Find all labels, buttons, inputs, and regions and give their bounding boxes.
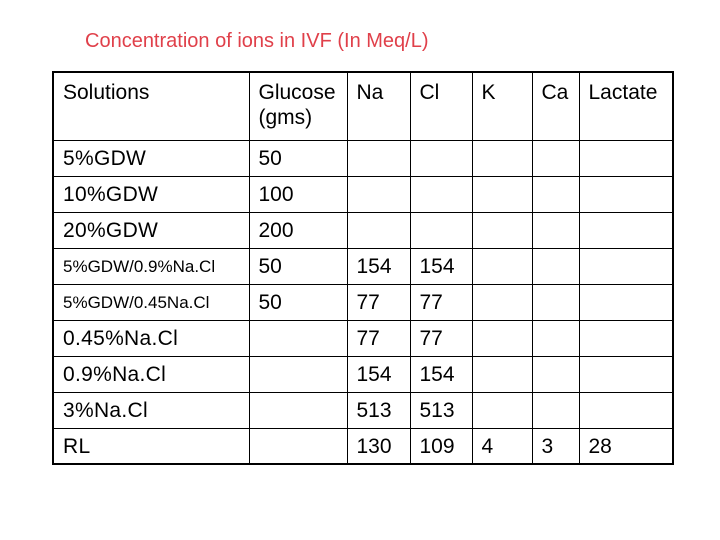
cell-solution: RL bbox=[53, 428, 249, 464]
header-cl: Cl bbox=[410, 72, 472, 140]
cell-solution: 5%GDW bbox=[53, 140, 249, 176]
cell-glucose bbox=[249, 428, 347, 464]
cell-solution: 10%GDW bbox=[53, 176, 249, 212]
cell-ca bbox=[532, 392, 579, 428]
cell-na: 77 bbox=[347, 320, 410, 356]
table-row bbox=[53, 428, 673, 464]
cell-k bbox=[472, 320, 532, 356]
cell-cl: 154 bbox=[410, 248, 472, 284]
cell-k bbox=[472, 392, 532, 428]
cell-na: 154 bbox=[347, 356, 410, 392]
cell-lactate bbox=[579, 176, 673, 212]
cell-solution: 5%GDW/0.45Na.Cl bbox=[53, 284, 249, 320]
cell-k: 4 bbox=[472, 428, 532, 464]
cell-k bbox=[472, 176, 532, 212]
cell-lactate bbox=[579, 356, 673, 392]
cell-na: 77 bbox=[347, 284, 410, 320]
cell-na: 130 bbox=[347, 428, 410, 464]
header-solutions: Solutions bbox=[53, 72, 249, 140]
cell-glucose bbox=[249, 392, 347, 428]
table-row bbox=[53, 320, 673, 356]
page-title: Concentration of ions in IVF (In Meq/L) bbox=[85, 30, 429, 52]
cell-ca bbox=[532, 248, 579, 284]
cell-ca: 3 bbox=[532, 428, 579, 464]
cell-cl: 77 bbox=[410, 284, 472, 320]
cell-glucose bbox=[249, 356, 347, 392]
cell-ca bbox=[532, 320, 579, 356]
cell-solution: 3%Na.Cl bbox=[53, 392, 249, 428]
cell-cl: 154 bbox=[410, 356, 472, 392]
cell-lactate bbox=[579, 320, 673, 356]
cell-glucose: 50 bbox=[249, 140, 347, 176]
cell-solution: 5%GDW/0.9%Na.Cl bbox=[53, 248, 249, 284]
header-glucose: Glucose(gms) bbox=[249, 72, 347, 140]
table-row bbox=[53, 212, 673, 248]
table-row bbox=[53, 284, 673, 320]
table-header bbox=[53, 72, 673, 140]
cell-glucose bbox=[249, 320, 347, 356]
cell-lactate bbox=[579, 140, 673, 176]
header-na: Na bbox=[347, 72, 410, 140]
cell-k bbox=[472, 284, 532, 320]
header-lactate: Lactate bbox=[579, 72, 673, 140]
cell-solution: 20%GDW bbox=[53, 212, 249, 248]
cell-lactate bbox=[579, 248, 673, 284]
header-row bbox=[53, 72, 673, 140]
table-body bbox=[53, 140, 673, 464]
cell-ca bbox=[532, 212, 579, 248]
cell-ca bbox=[532, 140, 579, 176]
table-row bbox=[53, 356, 673, 392]
cell-k bbox=[472, 248, 532, 284]
cell-lactate bbox=[579, 212, 673, 248]
cell-lactate: 28 bbox=[579, 428, 673, 464]
cell-cl: 513 bbox=[410, 392, 472, 428]
cell-lactate bbox=[579, 392, 673, 428]
cell-solution: 0.45%Na.Cl bbox=[53, 320, 249, 356]
cell-glucose: 200 bbox=[249, 212, 347, 248]
cell-cl: 77 bbox=[410, 320, 472, 356]
cell-glucose: 100 bbox=[249, 176, 347, 212]
cell-k bbox=[472, 140, 532, 176]
cell-ca bbox=[532, 284, 579, 320]
cell-k bbox=[472, 212, 532, 248]
cell-lactate bbox=[579, 284, 673, 320]
table-row bbox=[53, 248, 673, 284]
cell-ca bbox=[532, 356, 579, 392]
cell-cl bbox=[410, 212, 472, 248]
cell-na bbox=[347, 176, 410, 212]
table-row bbox=[53, 140, 673, 176]
table-row bbox=[53, 176, 673, 212]
table-row bbox=[53, 392, 673, 428]
header-k: K bbox=[472, 72, 532, 140]
cell-na bbox=[347, 212, 410, 248]
cell-solution: 0.9%Na.Cl bbox=[53, 356, 249, 392]
cell-cl bbox=[410, 140, 472, 176]
cell-ca bbox=[532, 176, 579, 212]
header-ca: Ca bbox=[532, 72, 579, 140]
cell-k bbox=[472, 356, 532, 392]
cell-cl bbox=[410, 176, 472, 212]
ion-concentration-table bbox=[52, 71, 674, 465]
cell-na bbox=[347, 140, 410, 176]
cell-glucose: 50 bbox=[249, 284, 347, 320]
cell-na: 513 bbox=[347, 392, 410, 428]
cell-glucose: 50 bbox=[249, 248, 347, 284]
cell-cl: 109 bbox=[410, 428, 472, 464]
cell-na: 154 bbox=[347, 248, 410, 284]
